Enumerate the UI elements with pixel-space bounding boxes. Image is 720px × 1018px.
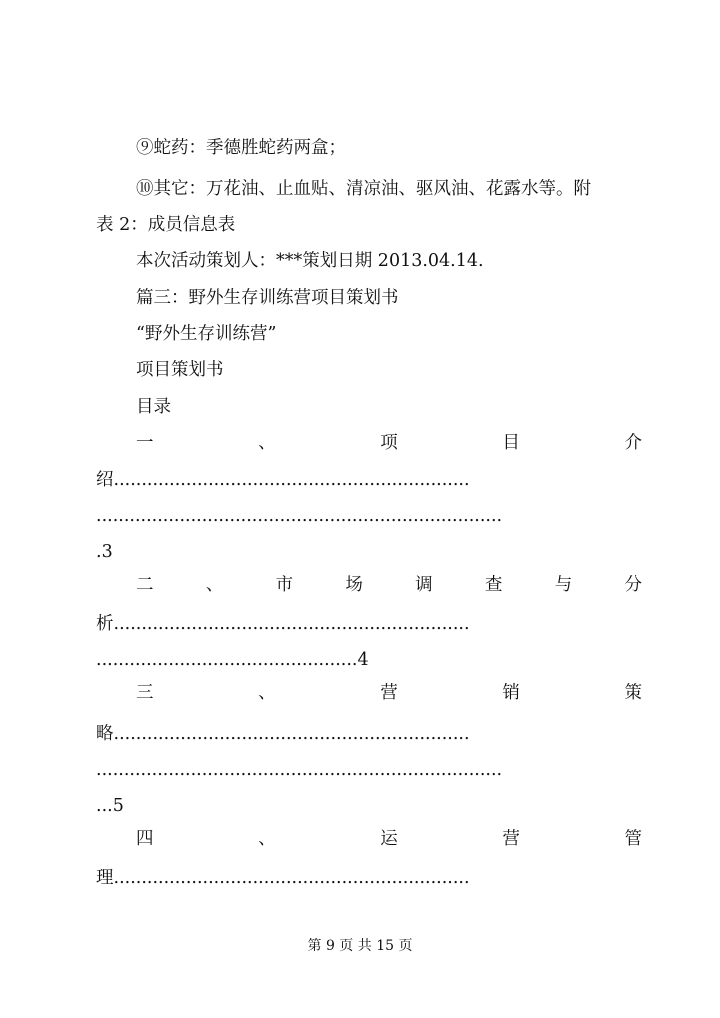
toc-entry-2-dots-page: ...............................................4 xyxy=(96,650,369,670)
toc-title: 目录 xyxy=(136,397,171,417)
text-line-planner: 本次活动策划人：***策划日期 2013.04.14. xyxy=(136,251,484,271)
toc-entry-1-dots: ......................................................................... xyxy=(96,506,503,526)
toc-heading-char: 、 xyxy=(258,683,276,703)
text-line-table2: 表 2：成员信息表 xyxy=(96,215,236,235)
text-line-section-title: 篇三：野外生存训练营项目策划书 xyxy=(136,288,399,308)
toc-heading-char: 与 xyxy=(554,575,573,595)
toc-lead-char: 绍 xyxy=(96,470,114,490)
toc-heading-char: 项 xyxy=(380,433,398,453)
toc-heading-char: 管 xyxy=(624,829,642,849)
toc-entry-2-leader xyxy=(96,606,642,642)
toc-heading-char: 运 xyxy=(380,829,398,849)
toc-heading-char: 、 xyxy=(258,433,276,453)
toc-entry-3-page: ...5 xyxy=(96,796,124,816)
toc-dots: ................................................................ xyxy=(113,868,470,888)
toc-heading-char: 三 xyxy=(136,683,154,703)
toc-heading-char: 介 xyxy=(624,433,642,453)
toc-heading-char: 目 xyxy=(502,433,520,453)
toc-heading-char: 调 xyxy=(415,575,433,595)
text-line-others: ⑩其它：万花油、止血贴、清凉油、驱风油、花露水等。附 xyxy=(136,179,591,199)
text-line-snake-medicine: ⑨蛇药：季德胜蛇药两盒； xyxy=(136,138,346,158)
toc-lead-char: 析 xyxy=(96,614,114,634)
toc-entry-1-leader xyxy=(96,462,642,498)
toc-dots: ................................................................ xyxy=(113,470,470,490)
toc-dots: ................................................................ xyxy=(113,724,470,744)
toc-heading-char: 营 xyxy=(502,829,520,849)
toc-heading-char: 销 xyxy=(502,683,520,703)
toc-entry-4-leader xyxy=(96,860,642,896)
toc-heading-char: 市 xyxy=(275,575,294,595)
toc-entry-3-heading xyxy=(136,675,642,711)
toc-entry-3-leader xyxy=(96,716,642,752)
toc-heading-char: 策 xyxy=(624,683,642,703)
text-line-proposal: 项目策划书 xyxy=(136,360,224,380)
toc-heading-char: 场 xyxy=(345,575,363,595)
text-line-camp-name: “野外生存训练营” xyxy=(136,324,277,344)
toc-heading-char: 营 xyxy=(380,683,398,703)
toc-heading-char: 、 xyxy=(258,829,276,849)
toc-lead-char: 略 xyxy=(96,724,114,744)
toc-entry-4-heading xyxy=(136,821,642,857)
toc-heading-char: 分 xyxy=(624,575,642,595)
page-footer: 第 9 页 共 15 页 xyxy=(307,938,413,954)
toc-heading-char: 、 xyxy=(205,575,224,595)
toc-lead-char: 理 xyxy=(96,868,114,888)
toc-entry-3-dots: ......................................................................... xyxy=(96,760,503,780)
toc-heading-char: 二 xyxy=(136,575,154,595)
toc-heading-char: 四 xyxy=(136,829,154,849)
toc-entry-1-page: .3 xyxy=(96,542,113,562)
toc-entry-2-heading xyxy=(136,567,642,603)
toc-dots: ................................................................ xyxy=(113,614,470,634)
toc-heading-char: 查 xyxy=(484,575,503,595)
toc-heading-char: 一 xyxy=(136,433,154,453)
toc-entry-1-heading xyxy=(136,425,642,461)
